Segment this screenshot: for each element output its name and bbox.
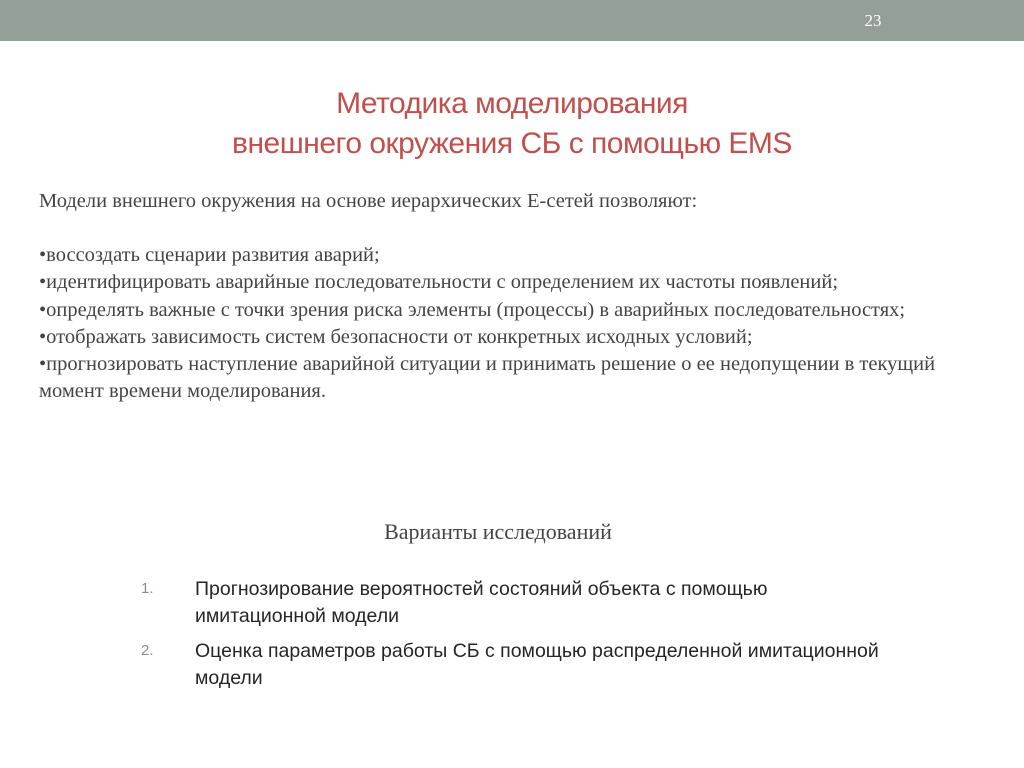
list-item-number: 1.	[141, 580, 154, 597]
intro-text: Модели внешнего окружения на основе иерархических Е-сетей позволяют:	[39, 190, 698, 212]
list-item-text: Оценка параметров работы СБ с помощью распределенной имитационной модели	[195, 640, 879, 689]
bullet-item: •определять важные с точки зрения риска элементы (процессы) в аварийных последовательностях;	[39, 298, 906, 321]
bullet-item: •идентифицировать аварийные последовательности с определением их частоты появлений;	[39, 271, 839, 294]
slide-number: 23	[864, 11, 882, 30]
list-item-text: Прогнозирование вероятностей состояний объекта с помощью имитационной модели	[195, 578, 768, 627]
bullet-item: •отображать зависимость систем безопасности от конкретных исходных условий;	[39, 325, 753, 348]
title-line-1: Методика моделирования	[336, 87, 688, 120]
list-item-number: 2.	[141, 642, 154, 659]
top-bar	[0, 0, 1024, 41]
bullet-item: •прогнозировать наступление аварийной ситуации и принимать решение о ее недопущении в текущий момент времени моделирования.	[39, 353, 936, 403]
body-text	[39, 188, 999, 405]
slide-title	[60, 84, 964, 164]
list-item	[141, 576, 881, 630]
title-line-2: внешнего окружения СБ с помощью EMS	[232, 127, 792, 160]
bullet-item: •воссоздать сценарии развития аварий;	[39, 244, 380, 267]
study-list	[141, 576, 881, 700]
list-item	[141, 638, 881, 692]
section-heading: Варианты исследований	[384, 519, 612, 544]
